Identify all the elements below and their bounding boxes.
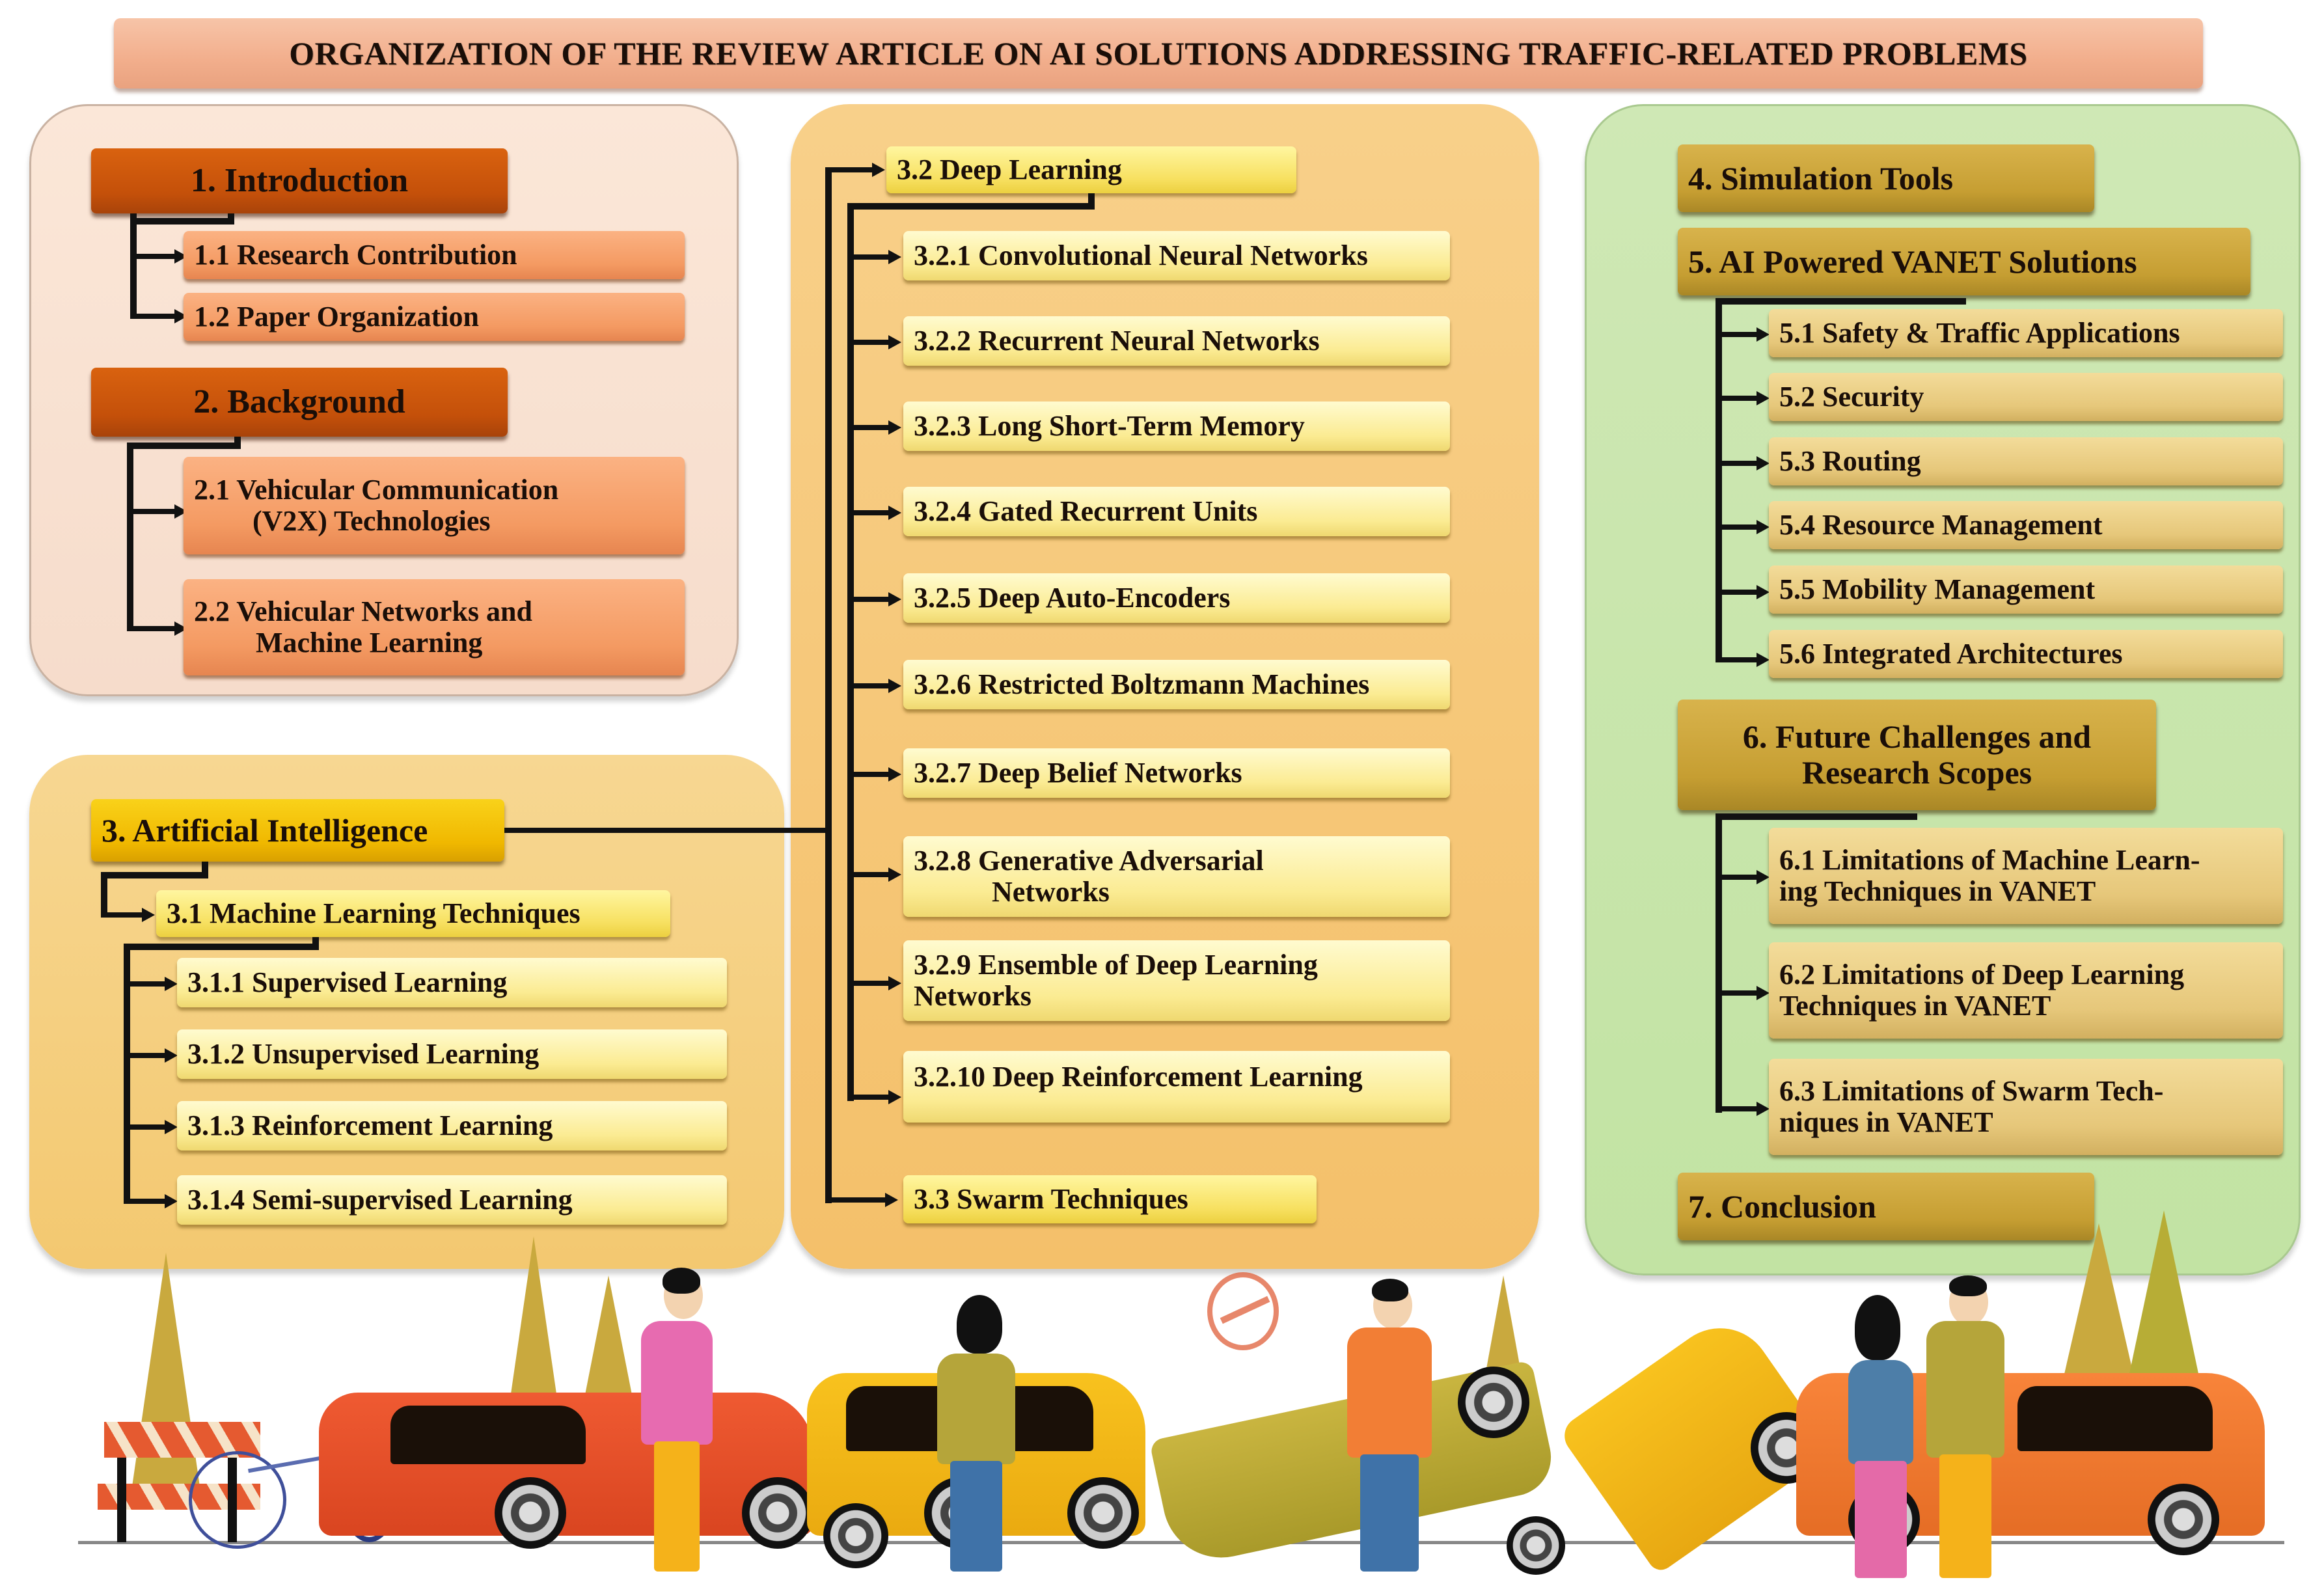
section-3-2-7-dbn[interactable]: 3.2.7 Deep Belief Networks xyxy=(903,748,1450,798)
section-6-2-text xyxy=(1779,959,2184,1022)
section-3-1-ml-techniques[interactable]: 3.1 Machine Learning Techniques xyxy=(156,890,670,937)
connector-line xyxy=(1716,1106,1758,1111)
connector-line xyxy=(847,981,890,986)
arrow-icon xyxy=(165,1048,178,1063)
connector-line xyxy=(1716,298,1966,305)
connector-line xyxy=(124,1124,166,1130)
section-3-2-6-rbm[interactable]: 3.2.6 Restricted Boltzmann Machines xyxy=(903,660,1450,709)
arrow-icon xyxy=(1757,986,1770,1000)
connector-line xyxy=(1716,990,1758,996)
tree-icon xyxy=(2063,1223,2135,1380)
section-3-2-8-line1: 3.2.8 Generative Adversarial xyxy=(914,844,1264,877)
arrow-icon xyxy=(888,420,901,435)
section-3-2-3-lstm[interactable]: 3.2.3 Long Short-Term Memory xyxy=(903,402,1450,451)
section-6-2-dl-limitations[interactable] xyxy=(1769,942,2283,1039)
section-6-2-line1: 6.2 Limitations of Deep Learning xyxy=(1779,958,2185,990)
connector-line xyxy=(847,510,890,515)
section-2-2-vehicular-networks-ml[interactable] xyxy=(184,579,685,675)
connector-line xyxy=(234,437,241,449)
section-3-2-10-drl[interactable]: 3.2.10 Deep Reinforcement Learning xyxy=(903,1051,1450,1123)
section-6-line2: Research Scopes xyxy=(1801,754,2032,791)
arrow-icon xyxy=(165,1120,178,1134)
section-3-artificial-intelligence[interactable]: 3. Artificial Intelligence xyxy=(91,799,504,862)
arrow-icon xyxy=(1757,585,1770,599)
connector-line xyxy=(1716,396,1758,401)
section-2-background[interactable]: 2. Background xyxy=(91,368,508,437)
connector-line xyxy=(130,213,137,318)
section-5-5-mobility-management[interactable]: 5.5 Mobility Management xyxy=(1769,565,2283,614)
connector-line xyxy=(228,213,234,225)
connector-line xyxy=(1088,193,1095,210)
section-3-2-8-line2: Networks xyxy=(992,876,1110,908)
section-5-1-safety-traffic[interactable]: 5.1 Safety & Traffic Applications xyxy=(1769,309,2283,357)
section-2-2-line1: 2.2 Vehicular Networks and xyxy=(194,595,532,627)
connector-line xyxy=(847,772,890,777)
wheel-icon xyxy=(1067,1477,1139,1549)
connector-line xyxy=(1716,813,1917,820)
connector-line xyxy=(847,340,890,345)
section-5-6-integrated-architectures[interactable]: 5.6 Integrated Architectures xyxy=(1769,630,2283,678)
connector-line xyxy=(825,167,874,172)
section-5-3-routing[interactable]: 5.3 Routing xyxy=(1769,437,2283,485)
section-6-1-text xyxy=(1779,845,2200,908)
connector-line xyxy=(1716,298,1722,662)
section-5-2-security[interactable]: 5.2 Security xyxy=(1769,373,2283,421)
connector-line xyxy=(127,442,238,449)
connector-line xyxy=(847,1095,890,1100)
arrow-icon xyxy=(888,976,901,990)
connector-line xyxy=(124,1053,166,1058)
arrow-icon xyxy=(1757,456,1770,470)
section-1-1-research-contribution[interactable]: 1.1 Research Contribution xyxy=(184,231,685,279)
connector-line xyxy=(1716,524,1758,530)
section-3-1-1-supervised[interactable]: 3.1.1 Supervised Learning xyxy=(177,958,727,1007)
arrow-icon xyxy=(888,250,901,264)
section-3-2-4-gru[interactable]: 3.2.4 Gated Recurrent Units xyxy=(903,487,1450,536)
connector-line xyxy=(847,597,890,602)
diagram-title: ORGANIZATION OF THE REVIEW ARTICLE ON AI SOLUTIONS ADDRESSING TRAFFIC-RELATED PROBLEMS xyxy=(114,18,2203,88)
section-3-2-8-text xyxy=(914,845,1264,908)
arrow-icon xyxy=(1757,520,1770,534)
connector-line xyxy=(1716,590,1758,595)
section-5-4-resource-management[interactable]: 5.4 Resource Management xyxy=(1769,501,2283,549)
arrow-icon xyxy=(872,163,885,177)
arrow-icon xyxy=(165,977,178,991)
arrow-icon xyxy=(888,506,901,520)
connector-line xyxy=(130,314,176,319)
connector-line xyxy=(847,425,890,430)
section-6-2-line2: Techniques in VANET xyxy=(1779,990,2051,1022)
section-6-3-text xyxy=(1779,1076,2163,1139)
section-2-2-text xyxy=(194,596,532,659)
section-6-text xyxy=(1743,719,2091,791)
connector-line xyxy=(124,981,166,987)
connector-line xyxy=(825,1197,887,1203)
section-3-2-9-line2: Networks xyxy=(914,980,1032,1012)
tire-icon xyxy=(823,1503,888,1568)
section-6-future-challenges[interactable] xyxy=(1678,700,2156,810)
wheel-icon xyxy=(495,1477,566,1549)
section-6-3-line2: niques in VANET xyxy=(1779,1106,1993,1138)
section-3-2-5-autoencoders[interactable]: 3.2.5 Deep Auto-Encoders xyxy=(903,573,1450,623)
connector-line xyxy=(825,167,832,1203)
connector-line xyxy=(127,442,133,631)
car-window xyxy=(2017,1386,2213,1451)
connector-line xyxy=(1716,657,1758,662)
arrow-icon xyxy=(1757,391,1770,405)
connector-line xyxy=(847,683,890,688)
section-5-ai-vanet-solutions[interactable]: 5. AI Powered VANET Solutions xyxy=(1678,228,2250,295)
connector-line xyxy=(1716,332,1758,337)
section-2-1-line2: (V2X) Technologies xyxy=(253,505,491,537)
arrow-icon xyxy=(885,1193,898,1207)
connector-line xyxy=(130,254,176,259)
section-3-2-9-ensemble[interactable] xyxy=(903,940,1450,1021)
section-6-1-line1: 6.1 Limitations of Machine Learn- xyxy=(1779,843,2200,876)
connector-line xyxy=(124,944,319,950)
section-3-1-4-semi-supervised[interactable]: 3.1.4 Semi-supervised Learning xyxy=(177,1175,727,1225)
arrow-icon xyxy=(888,767,901,782)
connector-line xyxy=(847,203,854,1101)
arrow-icon xyxy=(142,908,155,922)
section-4-simulation-tools[interactable]: 4. Simulation Tools xyxy=(1678,144,2094,212)
arrow-icon xyxy=(1757,653,1770,667)
section-1-2-paper-organization[interactable]: 1.2 Paper Organization xyxy=(184,293,685,341)
arrow-icon xyxy=(1757,1102,1770,1116)
tire-icon xyxy=(1507,1516,1565,1575)
wheel-icon xyxy=(1458,1367,1529,1438)
car-window xyxy=(390,1406,586,1464)
connector-line xyxy=(312,937,319,950)
arrow-icon xyxy=(1757,870,1770,884)
section-6-3-swarm-limitations[interactable] xyxy=(1769,1059,2283,1155)
connector-line xyxy=(202,862,208,878)
arrow-icon xyxy=(888,867,901,882)
connector-line xyxy=(101,912,143,918)
wheel-icon xyxy=(2148,1484,2219,1555)
section-1-introduction[interactable]: 1. Introduction xyxy=(91,148,508,213)
section-3-2-9-text xyxy=(914,949,1318,1013)
section-3-1-3-reinforcement[interactable]: 3.1.3 Reinforcement Learning xyxy=(177,1101,727,1150)
arrow-icon xyxy=(1757,327,1770,342)
arrow-icon xyxy=(888,335,901,349)
section-3-2-1-cnn[interactable]: 3.2.1 Convolutional Neural Networks xyxy=(903,231,1450,280)
arrow-icon xyxy=(888,1090,901,1104)
connector-line xyxy=(1716,813,1722,1113)
section-3-2-2-rnn[interactable]: 3.2.2 Recurrent Neural Networks xyxy=(903,316,1450,366)
section-2-1-line1: 2.1 Vehicular Communication xyxy=(194,473,559,506)
section-7-conclusion[interactable]: 7. Conclusion xyxy=(1678,1173,2094,1240)
section-6-1-line2: ing Techniques in VANET xyxy=(1779,875,2096,907)
section-3-2-deep-learning[interactable]: 3.2 Deep Learning xyxy=(886,146,1296,193)
connector-line xyxy=(504,828,830,833)
connector-line xyxy=(101,872,208,878)
connector-line xyxy=(130,218,234,225)
section-2-1-vehicular-communication[interactable] xyxy=(184,457,685,554)
connector-line xyxy=(101,872,107,918)
section-2-1-text xyxy=(194,474,558,538)
section-3-1-2-unsupervised[interactable]: 3.1.2 Unsupervised Learning xyxy=(177,1029,727,1079)
arrow-icon xyxy=(888,679,901,693)
section-6-3-line1: 6.3 Limitations of Swarm Tech- xyxy=(1779,1074,2164,1107)
connector-line xyxy=(127,509,176,514)
section-6-1-ml-limitations[interactable] xyxy=(1769,828,2283,924)
connector-line xyxy=(847,203,1095,210)
wheel-icon xyxy=(742,1477,813,1549)
no-entry-sign-icon xyxy=(1207,1272,1279,1350)
arrow-icon xyxy=(888,592,901,606)
section-6-line1: 6. Future Challenges and xyxy=(1742,718,2092,755)
section-3-3-swarm-techniques[interactable]: 3.3 Swarm Techniques xyxy=(903,1175,1317,1223)
arrow-icon xyxy=(165,1194,178,1208)
tree-icon xyxy=(2128,1210,2200,1380)
connector-line xyxy=(127,626,176,631)
section-2-2-line2: Machine Learning xyxy=(256,627,483,659)
connector-line xyxy=(847,872,890,877)
connector-line xyxy=(1716,875,1758,880)
connector-line xyxy=(1716,461,1758,466)
section-3-2-9-line1: 3.2.9 Ensemble of Deep Learning xyxy=(914,948,1318,981)
connector-line xyxy=(847,254,890,260)
section-3-2-8-gan[interactable] xyxy=(903,836,1450,917)
connector-line xyxy=(124,1199,166,1204)
